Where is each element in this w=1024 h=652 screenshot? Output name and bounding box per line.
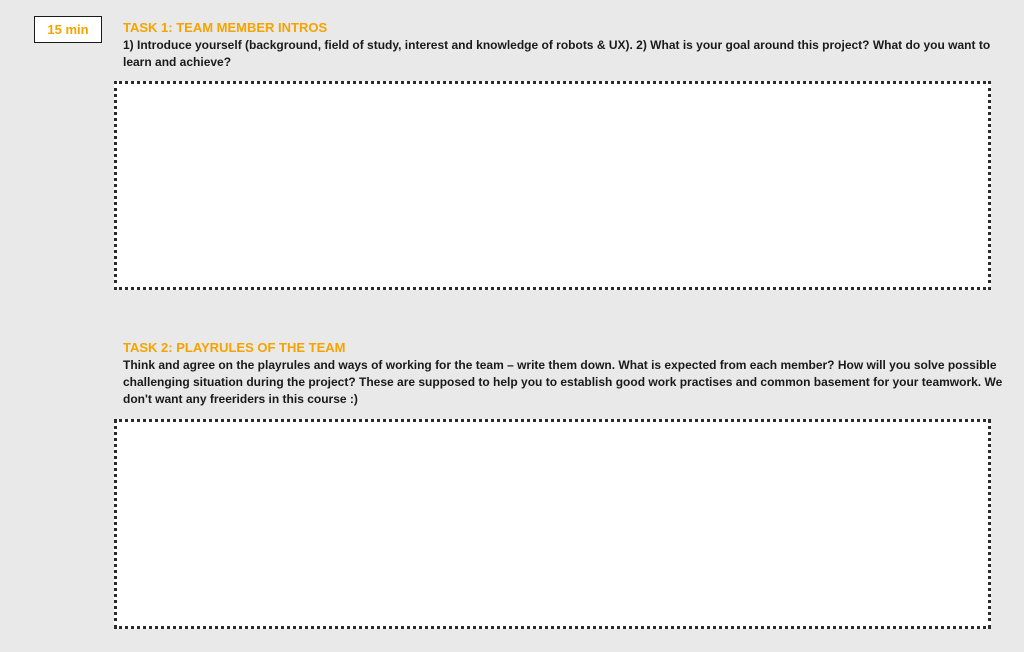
task1-title: TASK 1: TEAM MEMBER INTROS: [123, 20, 328, 35]
task1-answer-box[interactable]: [114, 81, 991, 290]
task2-description: Think and agree on the playrules and ways of working for the team – write them down. What is expected from each member? How will you solve possible challenging situation during the project? These are supposed to help you to establish good work practises and common basement for your teamwork. We don't want any freeriders in this course :): [123, 358, 1003, 406]
task1-description: 1) Introduce yourself (background, field of study, interest and knowledge of robots & UX). 2) What is your goal around this project? What do you want to learn and achieve?: [123, 38, 991, 69]
time-badge-label: 15 min: [47, 22, 89, 37]
task2-answer-box[interactable]: [114, 419, 991, 629]
task2-title: TASK 2: PLAYRULES OF THE TEAM: [123, 340, 346, 355]
time-badge: [34, 16, 102, 43]
